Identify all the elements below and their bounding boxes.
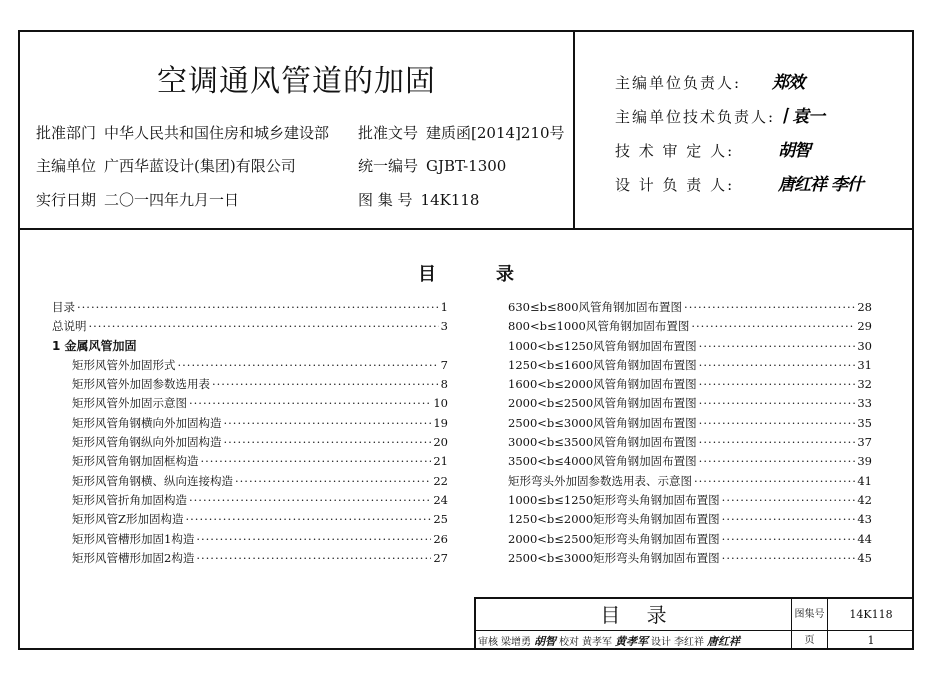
toc-entry[interactable] — [508, 510, 872, 529]
editor-unit-value: 广西华蓝设计(集团)有限公司 — [104, 157, 296, 175]
toc-entry-page: 3 — [440, 319, 448, 334]
toc-entry[interactable] — [52, 530, 448, 549]
toc-leader-dots — [722, 549, 856, 568]
toc-leader-dots — [699, 414, 856, 433]
toc-entry-page: 1 — [440, 300, 448, 314]
toc-entry[interactable] — [508, 394, 872, 413]
toc-entry-page: 22 — [433, 473, 448, 488]
toc-entry-page: 39 — [857, 454, 872, 469]
toc-entry-page: 45 — [857, 550, 872, 565]
toc-entry[interactable] — [508, 549, 872, 568]
atlas-value: 14K118 — [828, 599, 914, 631]
toc-leader-dots — [196, 530, 431, 549]
design-name: 李红祥 — [674, 637, 704, 648]
atlas-no — [358, 189, 479, 210]
toc-entry[interactable] — [52, 433, 448, 452]
responsible-row — [615, 174, 734, 195]
toc-right-column — [508, 298, 872, 568]
toc-leader-dots — [722, 491, 856, 510]
toc-entry[interactable] — [508, 491, 872, 510]
toc-leader-dots — [189, 491, 431, 510]
atlas-label: 图集号 — [792, 599, 828, 631]
toc-entry[interactable] — [508, 452, 872, 471]
responsible-label: 主编单位负责人: — [615, 74, 742, 92]
impl-date-value: 二〇一四年九月一日 — [104, 191, 240, 209]
toc-leader-dots — [691, 317, 855, 336]
toc-leader-dots — [235, 472, 431, 491]
toc-entry-page: 26 — [433, 531, 448, 546]
toc-leader-dots — [196, 549, 431, 568]
signoff-row — [476, 631, 792, 650]
toc-leader-dots — [684, 298, 855, 317]
toc-entry-page: 27 — [433, 550, 448, 565]
toc-entry-title: 矩形风管角钢横向外加固构造 — [72, 415, 222, 430]
toc-entry-title: 2000<b≤2500矩形弯头角钢加固布置图 — [508, 531, 720, 546]
toc-entry[interactable] — [52, 394, 448, 413]
toc-leader-dots — [699, 337, 856, 356]
responsible-row — [615, 106, 775, 127]
check-signature: 黄孝军 — [615, 634, 648, 648]
toc-leader-dots — [212, 375, 439, 394]
drawing-frame — [18, 30, 914, 650]
review-name: 梁增勇 — [501, 637, 531, 648]
toc-entry[interactable] — [52, 472, 448, 491]
page-label: 页 — [792, 631, 828, 650]
toc-entry-page: 41 — [857, 473, 872, 488]
toc-entry-page: 32 — [857, 377, 872, 392]
header-left — [20, 32, 575, 228]
toc-entry[interactable] — [508, 298, 872, 317]
signature: 胡智 — [778, 141, 810, 161]
page-title: 空调通风管道的加固 — [157, 64, 436, 99]
impl-date-label: 实行日期 — [36, 191, 97, 209]
toc-entry-title: 矩形风管槽形加固2构造 — [72, 550, 195, 565]
toc-entry-title: 1000<b≤1250风管角钢加固布置图 — [508, 338, 697, 353]
toc-entry-title: 矩形风管角钢纵向外加固构造 — [72, 435, 222, 450]
toc-entry-page: 37 — [857, 435, 872, 450]
toc-entry[interactable] — [52, 452, 448, 471]
design-label: 设计 — [651, 637, 671, 648]
signature: 唐红祥 李什 — [778, 175, 863, 195]
title-block-title: 目 录 — [476, 599, 792, 631]
toc-entry-title: 3000<b≤3500风管角钢加固布置图 — [508, 435, 697, 450]
toc-entry-page: 44 — [857, 531, 872, 546]
toc-entry-page: 24 — [433, 492, 448, 507]
toc-entry-page: 10 — [433, 396, 448, 411]
toc-entry-title: 1000≤b≤1250矩形弯头角钢加固布置图 — [508, 492, 720, 507]
design-signature: 唐红祥 — [707, 634, 740, 648]
toc-entry-page: 8 — [440, 377, 448, 392]
check-name: 黄孝军 — [582, 637, 612, 648]
toc-entry[interactable] — [508, 337, 872, 356]
toc-entry[interactable] — [52, 356, 448, 375]
toc-leader-dots — [699, 394, 856, 413]
toc-entry-title: 矩形风管折角加固构造 — [72, 492, 187, 507]
review-label: 审核 — [478, 637, 498, 648]
toc-entry-title: 矩形风管槽形加固1构造 — [72, 531, 195, 546]
toc-entry[interactable] — [508, 317, 872, 336]
toc-entry[interactable] — [508, 414, 872, 433]
toc-entry[interactable] — [52, 317, 448, 336]
signature: 丨袁一 — [776, 107, 824, 127]
toc-leader-dots — [224, 414, 432, 433]
toc-leader-dots — [224, 433, 432, 452]
title-block — [474, 597, 914, 650]
toc-entry-title: 矩形风管角钢横、纵向连接构造 — [72, 473, 233, 488]
toc-entry-title: 1600<b≤2000风管角钢加固布置图 — [508, 377, 697, 392]
toc-entry-title: 1 金属风管加固 — [52, 338, 137, 353]
atlas-no-label: 图 集 号 — [358, 191, 413, 209]
toc-entry-title: 2000<b≤2500风管角钢加固布置图 — [508, 396, 697, 411]
impl-date — [36, 189, 239, 210]
toc-entry[interactable] — [52, 337, 448, 356]
page-value: 1 — [867, 634, 875, 647]
toc-entry[interactable] — [508, 472, 872, 491]
toc-entry-page: 31 — [857, 357, 872, 372]
check-label: 校对 — [559, 637, 579, 648]
responsible-label: 技 术 审 定 人: — [615, 142, 735, 160]
toc-entry-title: 目录 — [52, 300, 75, 314]
toc-heading-b: 录 — [496, 264, 514, 285]
editor-unit-label: 主编单位 — [36, 157, 97, 175]
approval-doc-value: 建质函[2014]210号 — [426, 124, 565, 142]
review-signature: 胡智 — [534, 634, 556, 648]
toc-entry-title: 2500<b≤3000风管角钢加固布置图 — [508, 415, 697, 430]
toc-leader-dots — [178, 356, 439, 375]
toc-leader-dots — [722, 510, 856, 529]
toc-leader-dots — [699, 375, 856, 394]
toc-entry[interactable] — [508, 356, 872, 375]
toc-entry-page: 21 — [433, 454, 448, 469]
toc-entry-title: 3500<b≤4000风管角钢加固布置图 — [508, 454, 697, 469]
toc-leader-dots — [189, 394, 431, 413]
toc-entry-page: 35 — [857, 415, 872, 430]
toc-entry-title: 总说明 — [52, 319, 87, 334]
atlas-no-value: 14K118 — [420, 191, 480, 209]
approval-dept-value: 中华人民共和国住房和城乡建设部 — [104, 124, 330, 142]
header-block — [20, 32, 912, 230]
toc-entry-title: 630≤b≤800风管角钢加固布置图 — [508, 300, 683, 314]
unified-no-value: GJBT-1300 — [426, 157, 507, 175]
approval-dept-label: 批准部门 — [36, 124, 97, 142]
toc-entry-title: 矩形风管外加固参数选用表 — [72, 377, 210, 392]
toc-entry-title: 矩形风管外加固形式 — [72, 357, 176, 372]
toc-leader-dots — [201, 452, 432, 471]
toc-entry[interactable] — [52, 414, 448, 433]
toc-heading-a: 目 — [418, 264, 436, 285]
toc-entry-title: 1250<b≤2000矩形弯头角钢加固布置图 — [508, 512, 720, 527]
toc-entry-title: 1250<b≤1600风管角钢加固布置图 — [508, 357, 697, 372]
unified-no — [358, 155, 506, 176]
approval-doc — [358, 122, 565, 143]
approval-dept — [36, 122, 329, 143]
toc-entry[interactable] — [508, 530, 872, 549]
responsible-row — [615, 72, 741, 93]
toc-leader-dots — [186, 510, 432, 529]
responsible-label: 设 计 负 责 人: — [615, 176, 735, 194]
toc-leader-dots — [699, 452, 856, 471]
toc-entry[interactable] — [52, 510, 448, 529]
toc-leader-dots — [699, 356, 856, 375]
toc-entry-page: 29 — [857, 319, 872, 334]
toc-entry-page: 42 — [857, 492, 872, 507]
toc-entry[interactable] — [52, 549, 448, 568]
editor-unit — [36, 155, 296, 176]
toc-entry-page: 7 — [440, 357, 448, 372]
signature: 郑效 — [772, 73, 804, 93]
toc-entry-title: 2500<b≤3000矩形弯头角钢加固布置图 — [508, 550, 720, 565]
toc-entry-page: 28 — [857, 300, 872, 314]
unified-no-label: 统一编号 — [358, 157, 419, 175]
toc-entry-page: 19 — [433, 415, 448, 430]
toc-entry-title: 矩形风管角钢加固框构造 — [72, 454, 199, 469]
toc-entry-page: 25 — [433, 512, 448, 527]
toc-entry[interactable] — [52, 298, 448, 317]
toc-left-column — [52, 298, 448, 568]
toc-leader-dots — [77, 298, 439, 317]
approval-doc-label: 批准文号 — [358, 124, 419, 142]
responsible-label: 主编单位技术负责人: — [615, 108, 776, 126]
toc-entry[interactable] — [508, 375, 872, 394]
toc-entry-page: 20 — [433, 435, 448, 450]
toc-leader-dots — [694, 472, 855, 491]
toc-entry-title: 矩形风管外加固示意图 — [72, 396, 187, 411]
toc-leader-dots — [699, 433, 856, 452]
responsible-row — [615, 140, 734, 161]
toc-entry-title: 800<b≤1000风管角钢加固布置图 — [508, 319, 690, 334]
toc-leader-dots — [722, 530, 856, 549]
toc-entry[interactable] — [52, 491, 448, 510]
toc-leader-dots — [89, 317, 439, 336]
toc-entry[interactable] — [508, 433, 872, 452]
toc-entry-title: 矩形弯头外加固参数选用表、示意图 — [508, 473, 692, 488]
toc-entry-page: 43 — [857, 512, 872, 527]
toc-entry-page: 33 — [857, 396, 872, 411]
toc-entry-title: 矩形风管Z形加固构造 — [72, 512, 184, 527]
toc-heading — [20, 260, 912, 286]
toc-entry[interactable] — [52, 375, 448, 394]
toc-entry-page: 30 — [857, 338, 872, 353]
